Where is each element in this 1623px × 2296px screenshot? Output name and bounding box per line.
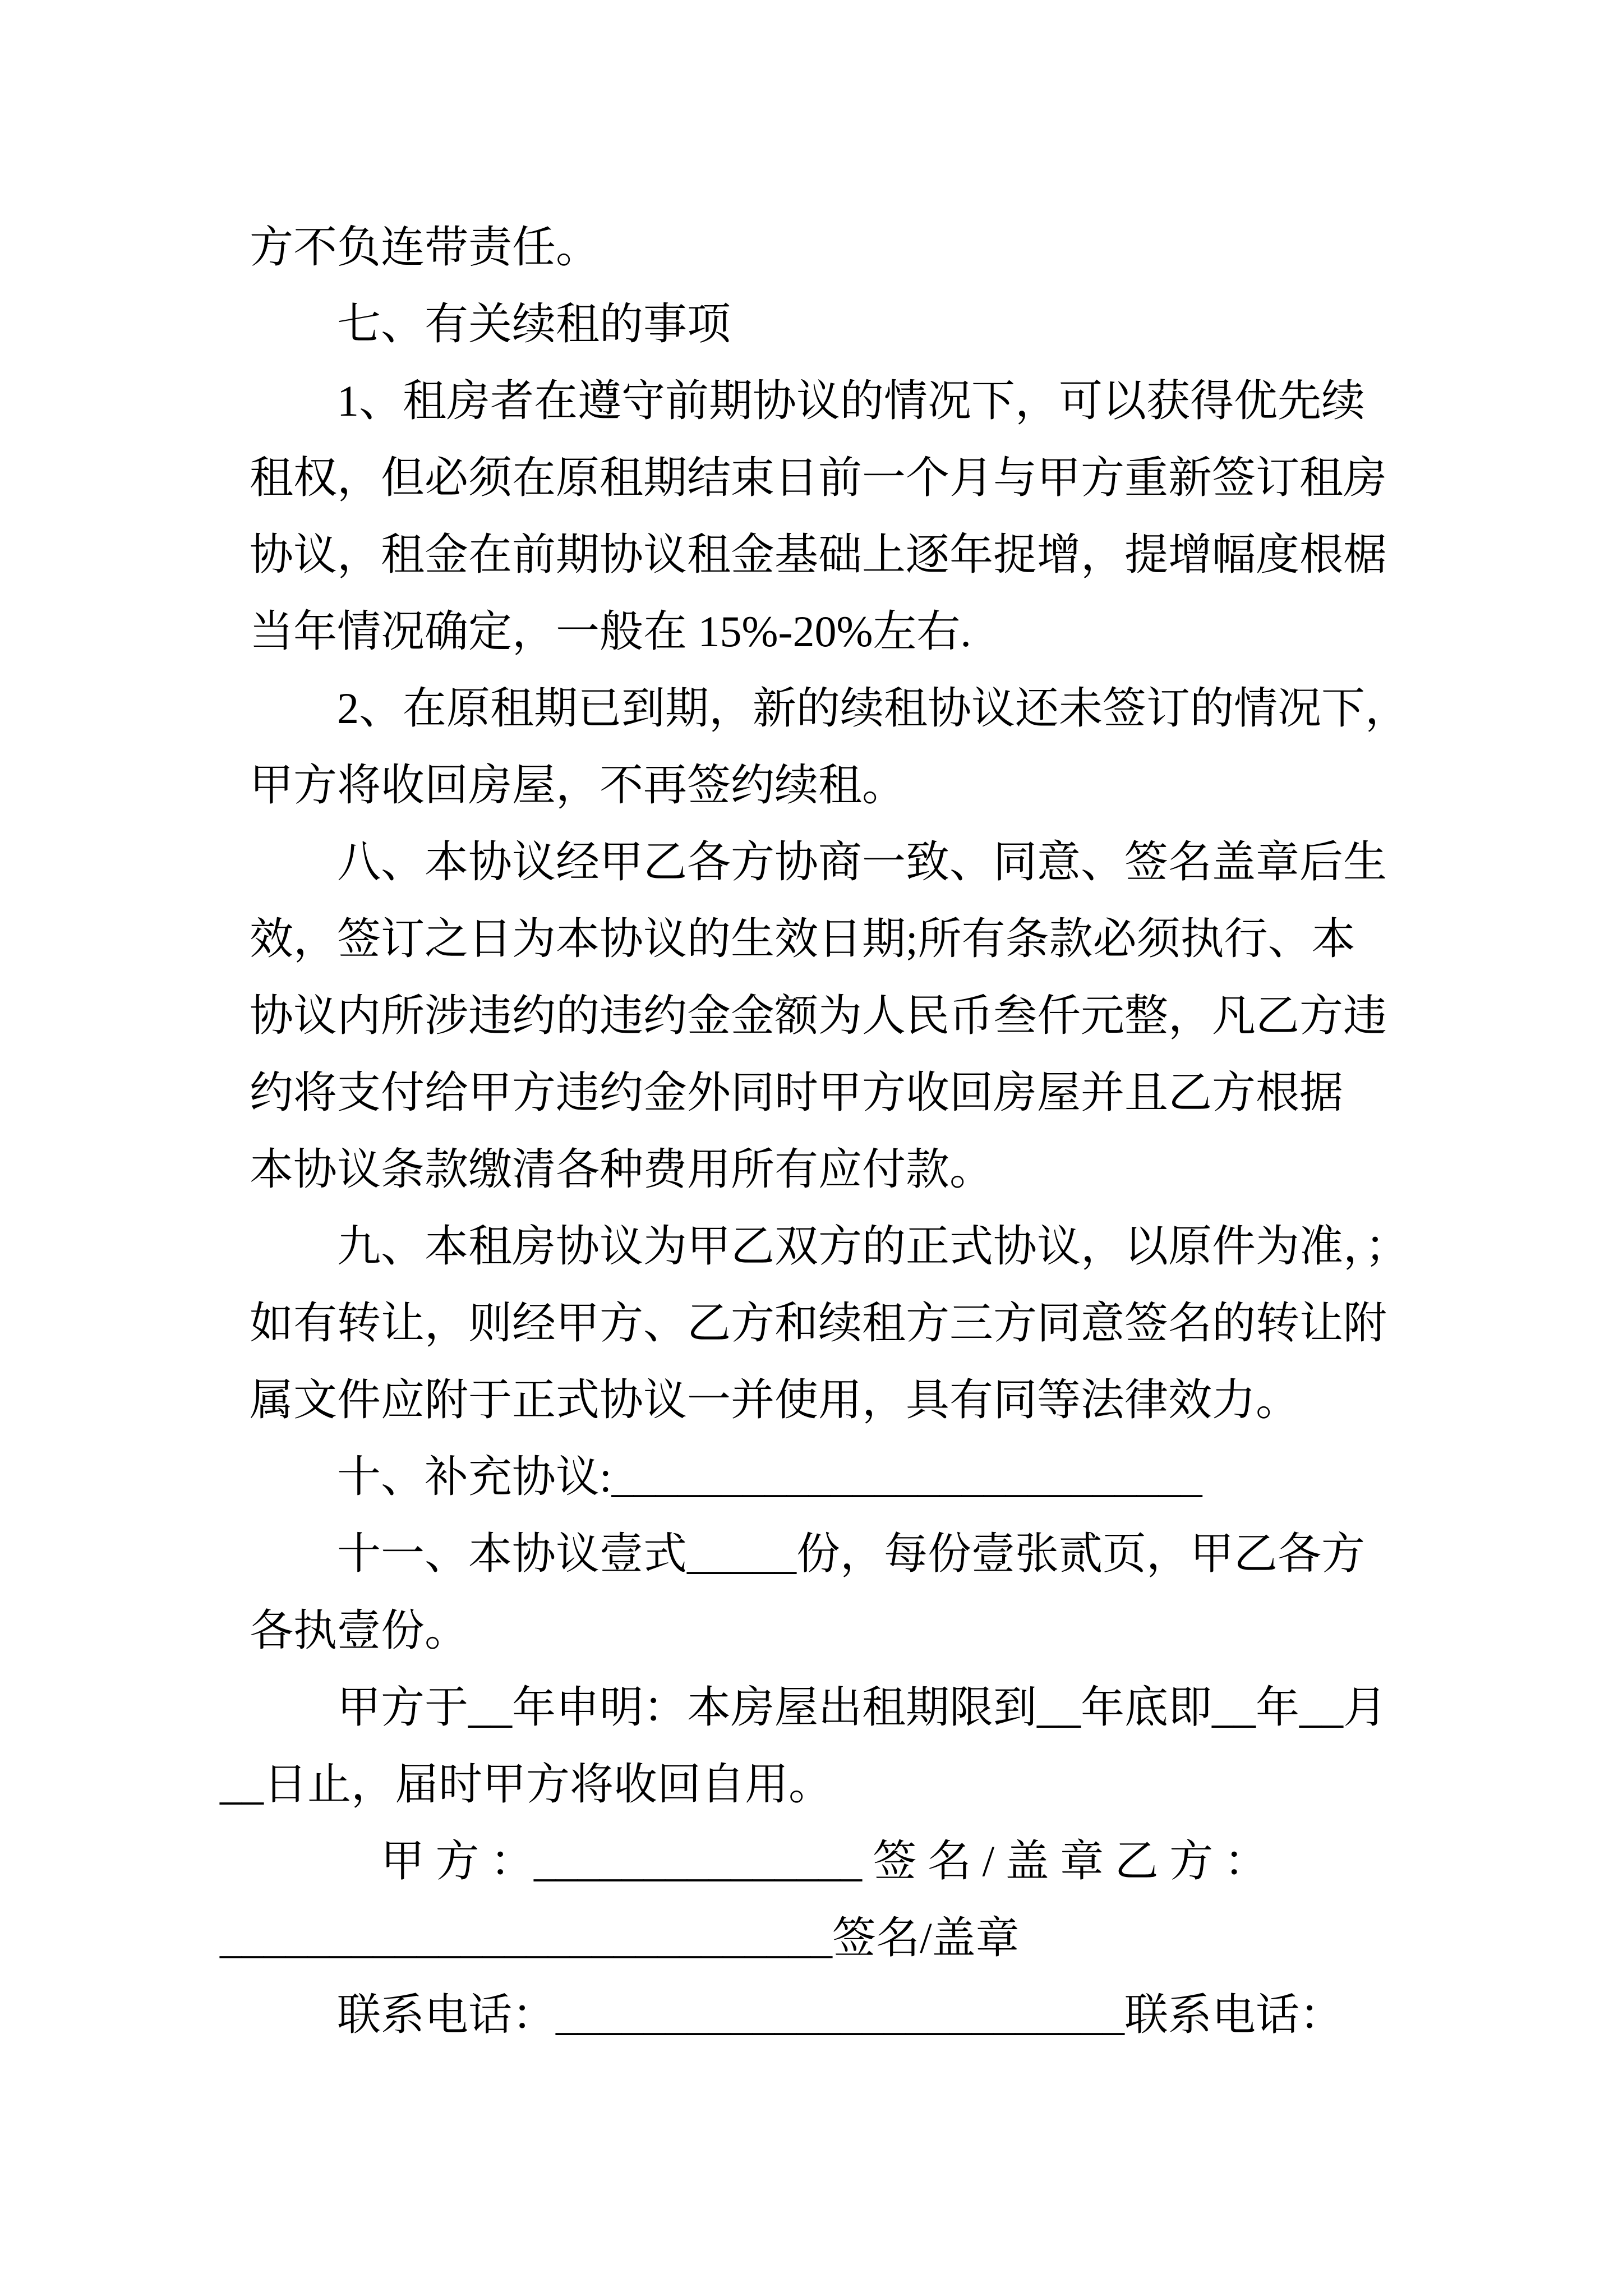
text-line-23: ____________________________签名/盖章 <box>220 1913 1020 1962</box>
text-line-16: 属文件应附于正式协议一并使用，具有同等法律效力。 <box>250 1375 1300 1424</box>
text-line-6: 当年情况确定，一般在 15%-20%左右. <box>250 607 971 656</box>
text-line-7: 2、在原租期已到期，新的续租协议还未签订的情况下， <box>337 684 1409 733</box>
text-line-22: 甲 方 ：_______________ 签 名 / 盖 章 乙 方 ： <box>381 1837 1268 1885</box>
text-line-13: 本协议条款缴清各种费用所有应付款。 <box>250 1145 994 1194</box>
text-line-14: 九、本租房协议为甲乙双方的正式协议，以原件为准，； <box>337 1222 1409 1271</box>
text-line-17: 十、补充协议:___________________________ <box>337 1452 1202 1501</box>
text-line-20: 甲方于__年申明：本房屋出租期限到__年底即__年__月 <box>337 1683 1387 1732</box>
text-line-19: 各执壹份。 <box>250 1606 469 1655</box>
text-line-9: 八、本协议经甲乙各方协商一致、同意、签名盖章后生 <box>337 838 1387 886</box>
text-line-11: 协议内所涉违约的违约金金额为人民币叁仟元整，凡乙方违 <box>250 991 1387 1040</box>
text-line-5: 协议，租金在前期协议租金基础上逐年捉增，提增幅度根椐 <box>250 530 1387 579</box>
text-line-18: 十一、本协议壹式_____份，每份壹张贰页，甲乙各方 <box>337 1529 1366 1578</box>
text-line-4: 租权，但必须在原租期结束日前一个月与甲方重新签订租房 <box>250 453 1387 502</box>
text-line-15: 如有转让，则经甲方、乙方和续租方三方同意签名的转让附 <box>250 1299 1387 1347</box>
text-line-1: 方不负连带责任。 <box>250 223 600 272</box>
document-body <box>0 209 1623 2053</box>
text-line-12: 约将支付给甲方违约金外同时甲方收回房屋并且乙方根据 <box>250 1068 1344 1117</box>
text-line-21: __日止，届时甲方将收回自用。 <box>220 1760 833 1809</box>
text-line-2: 七、有关续租的事项 <box>337 300 731 348</box>
text-line-10: 效，签订之日为本协议的生效日期;所有条款必须执行、本 <box>250 914 1355 963</box>
text-line-3: 1、租房者在遵守前期协议的情况下，可以获得优先续 <box>337 376 1366 425</box>
text-line-8: 甲方将收回房屋，不再签约续租。 <box>250 761 906 809</box>
text-line-24: 联系电话：__________________________联系电话： <box>337 1990 1344 2039</box>
